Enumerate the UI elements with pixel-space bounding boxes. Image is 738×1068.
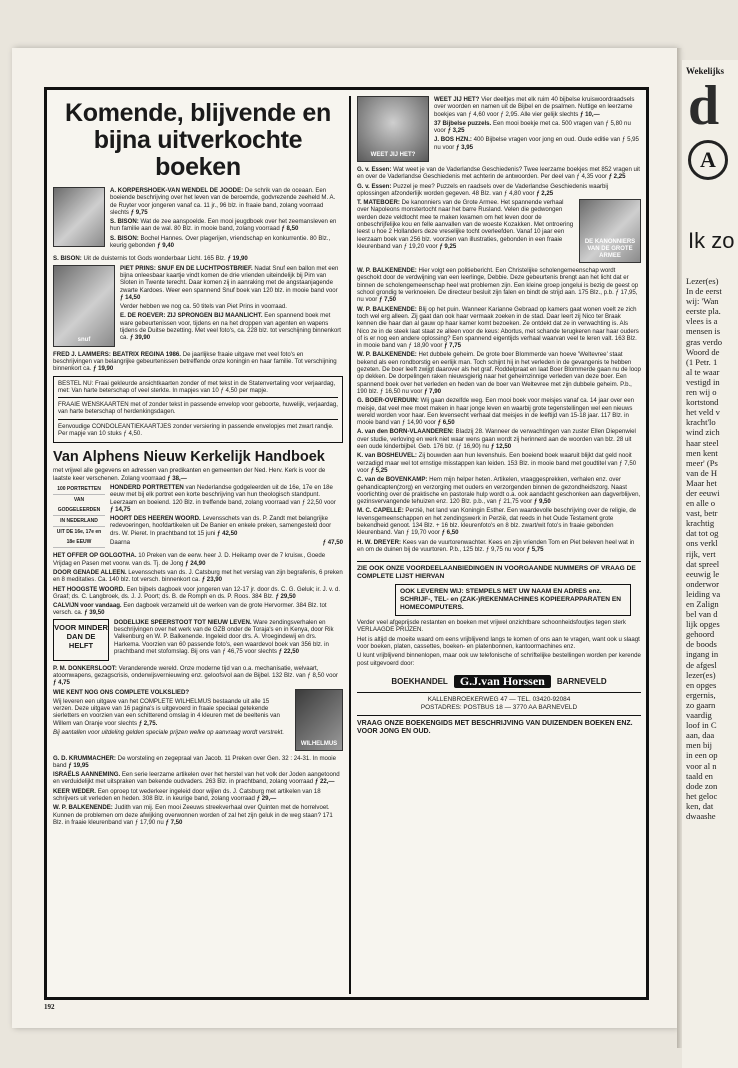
facing-text-line: mensen is	[686, 326, 721, 337]
facing-text-line: leiding va	[686, 588, 721, 599]
item-text: 10 Preken van de eerw. heer J. D. Heikamp over de 7 kruisw., Goede Vrijdag en Pasen met voorw. van ds. Tj. de Jong	[53, 552, 326, 567]
item-title: HONDERD PORTRETTEN	[110, 483, 184, 491]
item-title: S. BISON:	[110, 218, 139, 226]
item-text: De jaarlijkse fraaie uitgave met veel foto's en beschrijvingen van belangrijke gebeurtenissen betreffende onze koningin en haar familie. Tot verschijning binnenkort ca.	[53, 350, 337, 373]
facing-text-line: eeuwig le	[686, 568, 720, 579]
store-city: BARNEVELD	[556, 676, 607, 686]
item-price: ƒ 7,75	[444, 342, 462, 350]
item-text: Uit de duisternis tot Gods wonderbaar Licht. 165 Blz.	[83, 255, 226, 263]
item-text: Vier deeltjes met elk ruim 40 bijbelse kruiswoordraadsels over woorden en namen uit de Bijbel en de psalmen. Nuttige en leerzame boekjes van ƒ 4,60 voor ƒ 2,95. Alle vier gelijk slechts	[434, 96, 635, 118]
item-price: ƒ 39,50	[84, 609, 105, 617]
facing-text-line: vast, betr	[686, 508, 718, 519]
item-price: ƒ 8,50	[281, 225, 299, 233]
facing-text-line: wind zich	[686, 427, 720, 438]
facing-text-line: wij: 'Wan	[686, 296, 719, 307]
cards-text: FRAAIE WENSKAARTEN met of zonder tekst in passende envelop voor geboorte, huwelijk, verjaardag, van harte beterschap of herdenkingsdagen.	[58, 401, 338, 416]
facing-text-line: gras verdo	[686, 336, 723, 347]
item-price: ƒ 22,50	[278, 647, 299, 655]
item-title: W. P. BALKENENDE:	[357, 351, 417, 359]
facing-text-line: Woord de	[686, 346, 720, 357]
item-price: ƒ 3,95	[456, 143, 473, 151]
advertisement-title: Komende, blijvende en bijna uitverkochte boeken	[65, 99, 331, 181]
item-title: FRED J. LAMMERS: BEATRIX REGINA 1986.	[53, 350, 181, 358]
item-text: Daarna	[110, 539, 130, 547]
facing-text-line: dat spreel	[686, 558, 720, 569]
facing-text-line: het veld v	[686, 407, 720, 418]
item-text: Levensschets van ds. J. Catsburg met het verslag van zijn begrafenis, 6 preken en 8 meditaties. Ca. 140 blz. tot versch. binnenkort ca.	[53, 568, 343, 584]
item-price: ƒ 3,25	[447, 127, 465, 135]
item-price: ƒ 23,90	[201, 576, 223, 584]
item-title: WIE KENT NOG ONS COMPLETE VOLKSLIED?	[53, 688, 190, 696]
item-text: Kees van de vuurtorenwachter. Kees en zijn vrienden Tom en Piet beleven heel wat in en om de duinen bij de vuurtoren. P.b., 125 blz. ƒ 9,75 nu voor	[357, 538, 635, 553]
item-title: C. van de BOVENKAMP:	[357, 476, 428, 484]
store-logo: G.J.van Horssen	[454, 675, 551, 688]
item-text: Perzië, het land van Koningin Esther. Een waardevolle beschrijving over de religie, de levensgemeenschappen en het zendingswerk in Perzië, dat reeds in het Oude Testament grote bekendheid genoot. 134 Blz. + 16 blz. kleurenfoto's en 8 blz. zwart/wit foto's in fraaie gebonden kleurenband. Van ƒ 19,70 voor	[357, 507, 637, 537]
item-text: Puzzel je mee? Puzzels en raadsels over de Vaderlandse Geschiedenis waarbij oplossingen afzonderlijk worden gegeven. 48 Blz. van ƒ 4,80 voor	[357, 182, 609, 197]
item-title: CALVIJN voor vandaag.	[53, 602, 122, 610]
facing-text-line: voor al n	[686, 760, 717, 771]
item-text: De schrik van de oceaan. Een boeiende beschrijving over het leven van de beroemde, godvrezende zeeheld M. A. de Ruyter voor jongeren vanaf ca. 11 jr., 96 blz. in fraaie band, zolang voorraad slechts	[110, 187, 336, 216]
item-title: DODELIJKE SPEERSTOOT TOT NIEUW LEVEN.	[114, 618, 252, 626]
item-title: HET HOOGSTE WOORD.	[53, 585, 125, 593]
item-title: M. C. CAPELLE:	[357, 507, 404, 515]
item-price: ƒ 22,—	[314, 778, 335, 786]
item-text: Levensschets van ds. P. Zandt met belangrijke redevoeringen, hoofdartikelen uit De Banier en enkele preken, samengesteld door drs. W. Pieret. In prachtband tot 15 juni	[110, 515, 332, 537]
item-title: HET OFFER OP GOLGOTHA.	[53, 552, 137, 560]
cards-text: Eenvoudige CONDOLEANTIEKAARTJES zonder versiering in passende envelopjes met zwart randje. Per mapje van 10 stuks ƒ 4,50.	[58, 422, 334, 438]
section-title: Van Alphens Nieuw Kerkelijk Handboek	[53, 449, 325, 466]
facing-text-line: en opges	[686, 679, 717, 690]
offer-heading: ZIE OOK ONZE VOORDEELAANBIEDINGEN IN VOORGAANDE NUMMERS OF VRAAG DE COMPLETE LIJST HIERVAN	[357, 565, 636, 581]
weet-jij-het-cover-image: WEET JIJ HET?	[357, 96, 429, 162]
facing-text-line: zo gaarn	[686, 699, 716, 710]
item-title: E. DE ROEVER: ZIJ SPRONGEN BIJ MAANLICHT.	[120, 312, 263, 320]
item-title: J. BOS HZN.:	[434, 136, 472, 144]
item-text: De kanonniers van de Grote Armee. Het spannende verhaal over Napoleons monstertocht naar het barre Rusland. Velen die gedwongen werden deze veldtocht mee te maken kwamen om het leven door de onbeschrijfelijke kou en felle aanvallen van de woeste Kozakken. Met ontroering leest u hoe 2 Hollanders deze vreselijke tocht overleefden. Vanaf 10 jaar een leerzaam boek van 256 blz. voorzien van illustraties, gebonden in een fraaie kleurenband van ƒ 19,20 voor	[357, 199, 574, 250]
block-kanonniers	[357, 199, 641, 263]
item-text: Ware zendingsverhalen en beschrijvingen over het werk van de GZB onder de Toraja's en in Kenya, door Rik Valkenburg en W. P. Balkenende. Ingeleid door drs. A. Vroegindewij en drs. Harkema. Voorzien van 60 passende foto's, een waardevol boek van 356 blz. in prachtband met stofomslag. Bij ons van ƒ 46,75 voor slechts	[114, 618, 334, 655]
facing-logo-circle: A	[688, 140, 728, 180]
snuf-cover-image: snuf	[53, 265, 115, 347]
item-price: ƒ 14,50	[120, 293, 141, 301]
cards-text: BESTEL NU: Fraai gekleurde ansichtkaarten zonder of met tekst in de Statenvertaling voor verjaardag, met: Van harte beterschap of veel sterkte. In mapjes van 10 ƒ 4,50 per mapje.	[58, 379, 336, 394]
item-title: 37 Bijbelse puzzels.	[434, 119, 492, 127]
item-text: De worsteling en zegepraal van Jacob. 11 Preken over Gen. 32 : 24-31. In mooie band	[53, 754, 337, 769]
closing-note: VRAAG ONZE BOEKENGIDS MET BESCHRIJVING VAN DUIZENDEN BOEKEN ENZ. VOOR JONG EN OUD.	[357, 720, 633, 736]
item-price: ƒ 29,—	[256, 795, 277, 803]
item-price: ƒ 10,—	[580, 110, 600, 118]
item-title: W. P. BALKENENDE:	[53, 804, 113, 812]
item-text: Judith van mij. Een mooi Zeeuws streekverhaal over Quinten met de horrelvoet. Kunnen de problemen om deze afwijking overwonnen worden of zal het zijn geluk in de weg staan? 171 Blz. in fraaie kleurenband van ƒ 17,90 nu	[53, 804, 333, 826]
item-text: Wij gaan dezelfde weg. Een mooi boek voor meisjes vanaf ca. 14 jaar over een meisje, dat veel mee moet maken in haar jonge leven en waarbij grote tegenstellingen wel een nieuws wereld worden voor haar. Een levensecht verhaal dat meisjes in de leeftijd van 15-18 jaar. 117 Blz. in mooie band van ƒ 14,90 voor	[357, 397, 635, 427]
item-text: Een oproep tot wederkeer ingeleid door wijlen ds. J. Catsburg met artikelen van 18 schrijvers uit verleden en heden. 308 Blz. in keurige band, zolang voorraad	[53, 787, 321, 803]
item-text: Hem mijn helper heten. Artikelen, vraaggesprekken, verhalen enz. over gehandicapten(zorg) en verzorging met ouders en verzorgenden binnen de gezondheidszorg. Naast voorlichting over de praktische en pastorale hulp wordt o.a. ook aandacht geschonken aan dagverblijven, gezinsvervangende tehuizen enz. 120 Blz. p.b., van ƒ 21,75 voor	[357, 476, 641, 506]
facing-text-line: kracht'lo	[686, 417, 716, 428]
facing-text-line: eerste pla.	[686, 306, 721, 317]
item-title: A. KORPERSHOEK-VAN WENDEL DE JOODE:	[110, 187, 244, 194]
portretten-cover: 100 PORTRETTEN VAN GODGELEERDEN IN NEDERLAND UIT DE 16e, 17e en 18e EEUW	[53, 484, 105, 548]
item-price: ƒ 42,50	[217, 529, 238, 537]
item-price: ƒ 47,50	[322, 539, 343, 547]
item-title: PIET PRINS: SNUF EN DE LUCHTPOSTBRIEF.	[120, 264, 253, 272]
facing-text-line: onderwor	[686, 578, 719, 589]
facing-text-line: ren wij o	[686, 387, 717, 398]
item-text: Zij bouwden aan hun levenshuis. Een boeiend boek waaruit blijkt dat geld nooit verzadigd maar wel tot ernstige misstappen kan leiden. 153 Blz. in mooie band met goudtitel van ƒ 7,50 voor	[357, 452, 637, 474]
services-notice: OOK LEVEREN WIJ: STEMPELS MET UW NAAM EN ADRES enz. SCHRIJF-, TEL- en (ZAK-)REKENMACHINES KOPIEERAPPARATEN EN HOMECOMPUTERS.	[395, 584, 631, 616]
item-text: Een serie leerzame artikelen over het herstel van het volk der Joden aangetoond en verduidelijkt met uitspraken van bekende oudvaders. 263 Blz. in prachtband, zolang voorraad	[53, 771, 340, 786]
item-text: Veranderende wereld. Onze moderne tijd van o.a. mechanisatie, welvaart, atoomwapens, gezagscrisis, onderwijsvernieuwing enz. geloofsvol aan de Bijbel. 132 Blz. van ƒ 8,50 voor	[53, 664, 338, 679]
facing-text-line: de boods	[686, 639, 717, 650]
item-title: K. van BOSHEUVEL:	[357, 452, 417, 460]
item-price: ƒ 2,75.	[138, 719, 158, 727]
item-price: ƒ 9,25	[439, 242, 457, 250]
facing-text-line: ingang in	[686, 649, 719, 660]
item-price: ƒ 2,25	[536, 189, 554, 197]
item-text: Hier volgt een politiebericht. Een Christelijke scholengemeenschap wordt geschokt door de verdwijning van een leerlinge, Debbie. Deze gebeurtenis brengt aan het licht dat er binnen de scholengemeenschap heel wat problemen zijn. Een kleine groep jongelui is bezig de geest op school grondig te verknoeien. De directeur besluit zijn falen en bindt de strijd aan. 175 Blz., p.b. ƒ 17,95, nu voor	[357, 267, 639, 304]
facing-text-line: dode zon	[686, 780, 718, 791]
item-text: Verder hebben we nog ca. 50 titels van Piet Prins in voorraad.	[120, 303, 288, 311]
page-number: 192	[44, 1003, 55, 1011]
bookstore-advertisement	[44, 87, 649, 1000]
store-text: Het is altijd de moeite waard om eens vrijblijvend langs te komen of ons aan te vragen, want ook u slaagt voor boeken, platen, cassettes, boeken- en platenbonnen, kantoormachines enz.	[357, 635, 640, 651]
item-title: HOORT DES HEEREN WOORD.	[110, 515, 201, 523]
item-text: Wat de zee aanspoelde. Een mooi jeugdboek over het zeemansleven en hun familie aan de wal. 80 Blz. in mooie band, zolang voorraad	[110, 218, 337, 233]
facing-text-line: dwaashe	[686, 810, 716, 821]
facing-text-line: dat tot og	[686, 528, 719, 539]
item-price: ƒ 19,95	[68, 761, 89, 769]
facing-text-line: taald en	[686, 770, 713, 781]
facing-text-line: (1 Petr. 1	[686, 356, 718, 367]
block-voor-minder	[53, 619, 343, 661]
item-price: ƒ 19,90	[227, 255, 248, 263]
item-text: Een bijbels dagboek voor jongeren van 12-17 jr. door ds. C. G. Geluk; ir. J. v. d. Graaf; ds. C. Langbroek, ds. J. J. Poort; ds. B. de Romph en ds. P. Roos. 384 Blz.	[53, 585, 341, 600]
store-prefix: BOEKHANDEL	[391, 676, 448, 686]
item-text: Een dagboek verzameld uit de werken van de grote Hervormer. 384 Blz. tot versch. ca.	[53, 602, 327, 617]
facing-text-line: meer' (Ps	[686, 457, 718, 468]
item-title: DOOR GENADE ALLEEN.	[53, 568, 127, 576]
item-price: ƒ 14,75	[110, 505, 131, 513]
item-text: Blij op het puin. Wanneer Karianne Gebraad op kamers gaat wonen voelt ze zich toch wel erg alleen. Zij gaat dan ook haar vermaak zoeken in de stad. Daar leert zij Nico ter Braak kennen die haar dan al gauw op haar kamer komt bezoeken. Ze ontdekt dat ze in verwachting is. Als Nico ze in de steek laat staat ze alleen voor de keus: Abortus, met schande terugkeren naar haar ouders of is er nog een andere oplossing? Een spannend eigentijds verhaal waarvan veel te leren valt. 163 Blz. in mooie band van ƒ 18,90 voor	[357, 305, 639, 350]
item-title: H. W. DREYER:	[357, 538, 402, 546]
facing-text-line: de afgesl	[686, 659, 717, 670]
item-title: G. v. Essen:	[357, 182, 392, 190]
facing-text-line: gehoord	[686, 629, 715, 640]
item-price: ƒ 9,50	[533, 498, 551, 506]
item-title: WEET JIJ HET?	[434, 96, 480, 103]
facing-text-line: aan, daa	[686, 730, 715, 741]
item-title: T. MATEBOER:	[357, 199, 400, 207]
item-price: ƒ 6,50	[441, 529, 459, 537]
item-text: Een mooi boekje met ca. 500 vragen van ƒ 5,80 nu voor	[434, 119, 631, 135]
facing-text-line: krachtig	[686, 518, 715, 529]
facing-text-line: loof in C	[686, 720, 717, 731]
facing-text-line: lijk opges	[686, 619, 720, 630]
item-note: Bij aantallen voor uitdeling gelden speciale prijzen welke op aanvraag wordt verstrekt.	[53, 729, 285, 737]
item-text: 400 Bijbelse vragen voor jong en oud. Oude editie van ƒ 5,95 nu voor	[434, 136, 639, 151]
kanonniers-cover-image: DE KANONNIERS VAN DE GROTE ARMEE	[579, 199, 641, 263]
store-text: U kunt vrijblijvend binnenlopen, maar ook uw telefonische of schriftelijke bestellingen worden per kerende post uitgevoerd door:	[357, 652, 641, 667]
wilhelmus-cover-image: WILHELMUS	[295, 689, 343, 751]
item-price: ƒ 6,50	[437, 419, 455, 427]
item-price: ƒ 4,75	[53, 679, 70, 687]
item-price: ƒ 24,90	[185, 559, 206, 567]
facing-text-line: en alle o	[686, 498, 716, 509]
item-title: S. BISON:	[53, 255, 82, 263]
item-price: ƒ 39,90	[129, 334, 151, 342]
item-price: ƒ 38,—	[167, 474, 187, 482]
item-title: ISRAËLS AANNEMING.	[53, 771, 121, 779]
facing-text-line: vestigd in	[686, 376, 720, 387]
item-text: Bladzij 28. Wanneer de verwachtingen van zuster Ellen Diepenwiel over studie, verloving en werk niet waar wens gaan wordt zij herinnerd aan de woorden van blz. 28 uit een oude kinderbijbel. Geb. 176 blz. (ƒ 16,90) nu	[357, 428, 636, 451]
item-text: Wat weet je van de Vaderlandse Geschiedenis? Twee leerzame boekjes met 852 vragen uit en over de Vaderlandse Geschiedenis met achterin de antwoorden. Per deel van ƒ 4,35 voor	[357, 166, 640, 181]
book-cover-image	[53, 187, 105, 247]
facing-big-letters: d	[688, 75, 720, 137]
facing-text-line: haar steel	[686, 437, 719, 448]
item-title: G. BOER-OVERDUIN:	[357, 397, 419, 405]
item-title: G. v. Essen:	[357, 166, 392, 173]
item-text: van Nederlandse godgeleerden uit de 16e, 17e en 18e eeuw met bij elk portret een korte beschrijving van hun theologisch standpunt. Leerzaam en boeiend. 120 Blz. in treffende band, zolang voorraad van ƒ 22,50 voor	[110, 483, 336, 506]
cards-box	[53, 376, 343, 444]
facing-text-line: en Zalign	[686, 599, 719, 609]
facing-text-line: In de eerst	[686, 286, 722, 297]
item-text: Bochel Hannes. Over plagerijen, vriendschap en konkurrentie. 80 Blz., keurig gebonden	[110, 234, 331, 250]
facing-heading: Ik zo	[688, 228, 735, 253]
facing-text-line: Maar het	[686, 477, 717, 488]
facing-text-line: men kent	[686, 447, 718, 458]
item-title: W. P. BALKENENDE:	[357, 267, 417, 275]
column-divider	[349, 96, 351, 994]
facing-text-line: het geloc	[686, 790, 718, 801]
block-volkslied	[53, 689, 343, 751]
block-weet-jij-het	[357, 96, 641, 162]
facing-header: Wekelijks	[686, 66, 725, 76]
facing-text-line: in een op	[686, 750, 718, 761]
facing-text-line: van de H	[686, 467, 718, 478]
item-price: ƒ 9,40	[157, 242, 175, 250]
block-portretten	[53, 484, 343, 548]
facing-text-line: men bij	[686, 740, 713, 751]
item-title: P. M. DONKERSLOOT:	[53, 664, 117, 672]
item-price: ƒ 5,75	[526, 545, 544, 553]
item-text: Een spannend boek met ware gebeurtenissen voor, tijdens en na het droppen van agenten en wapens tijdens de Duitse bezetting. Met veel foto's, ca. 228 blz. tot verschijning binnenkort ca.	[120, 312, 341, 342]
block-korpershoek	[53, 187, 343, 251]
item-title: KEER WEDER.	[53, 787, 96, 795]
facing-text-line: lezer(es)	[686, 669, 716, 680]
item-text: Nadat Snuf een ballon met een bijna onleesbaar kaartje vindt komen de drie vrienden uiteindelijk bij Pim van Sloten in Twente terecht. Daar komen zij in aanraking met de angstaanjagende zwarte Kardoes. Weer een spannend Snuf boek van 120 blz. in mooie band voor	[120, 264, 339, 294]
half-price-badge: VOOR MINDER DAN DE HELFT	[53, 619, 109, 661]
item-price: ƒ 7,50	[165, 818, 183, 826]
item-price: ƒ 29,50	[275, 592, 296, 600]
item-title: S. BISON:	[110, 234, 139, 242]
left-column	[53, 96, 343, 828]
store-banner	[357, 675, 641, 688]
facing-text-line: der eeuwi	[686, 487, 720, 498]
item-price: ƒ 2,25	[608, 173, 626, 181]
right-column	[357, 96, 641, 736]
store-text: Verder veel afgeprijsde restanten en boeken met vrijwel onzichtbare schoonheidsfoutjes tegen sterk VERLAAGDE PRIJZEN.	[357, 619, 626, 634]
item-text: met vrijwel alle gegevens en adressen van predikanten en gemeenten der Ned. Herv. Kerk is voor de laatste keer verschenen. Zolang voorraad	[53, 467, 326, 482]
facing-text-line: al te waar	[686, 366, 720, 377]
facing-text-line: ergernis,	[686, 689, 716, 700]
item-title: A. van den BORN-VLAANDEREN:	[357, 428, 454, 436]
facing-text-line: Lezer(es)	[686, 276, 719, 286]
facing-text-line: ken, dat	[686, 800, 714, 811]
facing-text-line: kortstond	[686, 397, 719, 408]
facing-text-line: ons verkl	[686, 538, 718, 549]
store-address: KALLENBROEKERWEG 47 — TEL. 03420-92084 POSTADRES: POSTBUS 18 — 3770 AA BARNEVELD	[357, 692, 641, 712]
item-price: ƒ 9,75	[130, 208, 148, 216]
item-text: Wij leveren een uitgave van het COMPLETE WILHELMUS bestaande uit alle 15 verzen. Deze uitgave van 16 pagina's is uitgevoerd in fraaie speciaal getekende sierletters en voorzien van een schitterend omslag in 4 kleuren met de beeltenis van Willem van Oranje voor slechts	[53, 697, 280, 727]
item-price: ƒ 7,90	[424, 387, 442, 395]
block-snuf	[53, 265, 343, 347]
facing-body-text	[682, 254, 738, 821]
item-price: ƒ 12,50	[490, 443, 512, 451]
facing-text-line: vaardig	[686, 710, 712, 721]
item-price: ƒ 19,90	[92, 365, 114, 373]
facing-text-line: bel van d	[686, 609, 718, 620]
item-price: ƒ 7,50	[379, 296, 396, 304]
facing-text-line: rijk, vert	[686, 548, 716, 559]
item-price: ƒ 5,25	[370, 466, 388, 474]
facing-page	[682, 60, 738, 1068]
facing-text-line: vlees is a	[686, 316, 718, 327]
item-title: W. P. BALKENENDE:	[357, 305, 417, 313]
item-text: Het dubbele geheim. De grote boer Blommerde van hoeve 'Weltevree' staat bekend als een rondborstig en eerlijk man. Toch schijnt hij in het verleden in de gevangenis te hebben gezeten. De boer leeft zwijgt daarover als het graf. Roddelpraat en laat Boer Blommerde gaan nu de loop op dekken. De dorpelingen raken nieuwsgierig naar het geheimzinnige verleden van deze boer. Een spannend boek over het verleden en heden van de boer van Weltevree met zijn dubbele geheim. P.b., 190 blz. ƒ 16,50 nu voor	[357, 351, 641, 395]
item-title: G. D. KRUMMACHER:	[53, 754, 116, 762]
